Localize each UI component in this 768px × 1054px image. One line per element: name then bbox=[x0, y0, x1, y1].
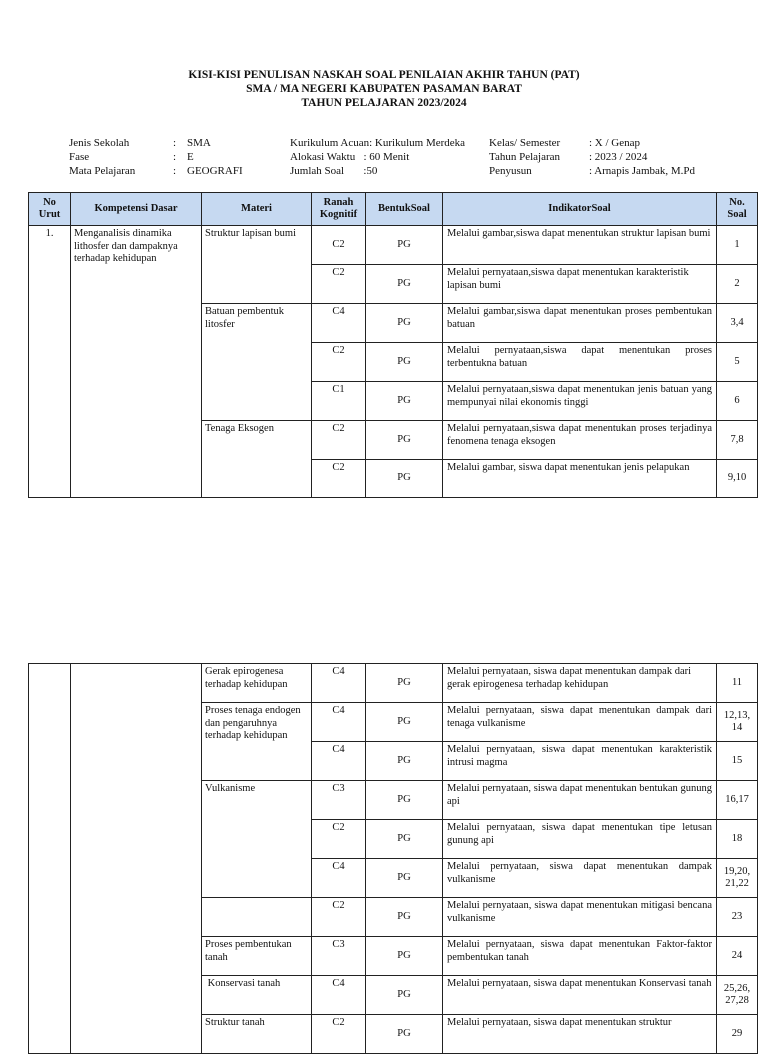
info-label-fase: Fase bbox=[69, 151, 90, 163]
no-soal-cell: 9,10 bbox=[717, 460, 758, 498]
ranah-cell: C2 bbox=[312, 820, 366, 859]
bentuk-cell: PG bbox=[366, 937, 443, 976]
bentuk-cell: PG bbox=[366, 703, 443, 742]
indikator-cell: Melalui pernyataan,siswa dapat menentukan jenis batuan yang mempunyai nilai ekonomis tinggi bbox=[443, 382, 717, 421]
bentuk-cell: PG bbox=[366, 976, 443, 1015]
title-line-3: TAHUN PELAJARAN 2023/2024 bbox=[301, 97, 467, 109]
no-soal-cell: 15 bbox=[717, 742, 758, 781]
col-header-bentuk: BentukSoal bbox=[366, 193, 443, 226]
materi-cell: Proses tenaga endogen dan pengaruhnya terhadap kehidupan bbox=[202, 703, 312, 781]
title-line-1: KISI-KISI PENULISAN NASKAH SOAL PENILAIAN AKHIR TAHUN (PAT) bbox=[188, 69, 580, 81]
info-label-penyusun: Penyusun bbox=[489, 165, 532, 177]
bentuk-cell: PG bbox=[366, 304, 443, 343]
no-soal-cell: 23 bbox=[717, 898, 758, 937]
ranah-cell: C4 bbox=[312, 664, 366, 703]
info-block-left: Jenis Sekolah : SMA Fase : E Mata Pelajaran : GEOGRAFI bbox=[69, 137, 243, 177]
indikator-cell: Melalui pernyataan, siswa dapat menentukan Konservasi tanah bbox=[443, 976, 717, 1015]
ranah-cell: C2 bbox=[312, 265, 366, 304]
info-label-jenis: Jenis Sekolah bbox=[69, 137, 130, 149]
ranah-cell: C4 bbox=[312, 304, 366, 343]
ranah-cell: C2 bbox=[312, 226, 366, 265]
bentuk-cell: PG bbox=[366, 382, 443, 421]
info-value-tahun: : 2023 / 2024 bbox=[589, 151, 648, 163]
ranah-cell: C4 bbox=[312, 742, 366, 781]
info-label-mapel: Mata Pelajaran bbox=[69, 165, 136, 177]
no-soal-cell: 1 bbox=[717, 226, 758, 265]
ranah-cell: C4 bbox=[312, 859, 366, 898]
no-soal-cell: 3,4 bbox=[717, 304, 758, 343]
materi-cell: Batuan pembentuk litosfer bbox=[202, 304, 312, 421]
no-soal-cell: 19,20, 21,22 bbox=[717, 859, 758, 898]
info-label-kelas: Kelas/ Semester bbox=[489, 137, 561, 149]
indikator-cell: Melalui gambar, siswa dapat menentukan jenis pelapukan bbox=[443, 460, 717, 498]
info-jumlah: Jumlah Soal :50 bbox=[290, 165, 378, 177]
col-header-ranah: Ranah Kognitif bbox=[312, 193, 366, 226]
ranah-cell: C2 bbox=[312, 460, 366, 498]
indikator-cell: Melalui pernyataan, siswa dapat menentukan tipe letusan gunung api bbox=[443, 820, 717, 859]
materi-cell: Gerak epirogenesa terhadap kehidupan bbox=[202, 664, 312, 703]
no-soal-cell: 7,8 bbox=[717, 421, 758, 460]
col-header-kompetensi: Kompetensi Dasar bbox=[71, 193, 202, 226]
info-block-right bbox=[489, 136, 695, 178]
bentuk-cell: PG bbox=[366, 820, 443, 859]
info-block-middle bbox=[290, 136, 465, 178]
bentuk-cell: PG bbox=[366, 421, 443, 460]
indikator-cell: Melalui gambar,siswa dapat menentukan proses pembentukan batuan bbox=[443, 304, 717, 343]
bentuk-cell: PG bbox=[366, 1015, 443, 1054]
materi-cell: Struktur lapisan bumi bbox=[202, 226, 312, 304]
ranah-cell: C4 bbox=[312, 703, 366, 742]
materi-cell bbox=[202, 898, 312, 937]
no-urut-cell: 1. bbox=[29, 226, 71, 498]
table-row bbox=[29, 226, 758, 265]
materi-cell: Tenaga Eksogen bbox=[202, 421, 312, 498]
bentuk-cell: PG bbox=[366, 859, 443, 898]
indikator-cell: Melalui pernyataan,siswa dapat menentukan karakteristik lapisan bumi bbox=[443, 265, 717, 304]
bentuk-cell: PG bbox=[366, 226, 443, 265]
materi-cell: Vulkanisme bbox=[202, 781, 312, 898]
no-soal-cell: 2 bbox=[717, 265, 758, 304]
ranah-cell: C2 bbox=[312, 343, 366, 382]
indikator-cell: Melalui pernyataan, siswa dapat menentukan struktur bbox=[443, 1015, 717, 1054]
materi-cell: Struktur tanah bbox=[202, 1015, 312, 1054]
info-value-fase: E bbox=[187, 151, 194, 163]
info-kurikulum: Kurikulum Acuan: Kurikulum Merdeka bbox=[290, 137, 466, 149]
indikator-cell: Melalui pernyataan, siswa dapat menentukan Faktor-faktor pembentukan tanah bbox=[443, 937, 717, 976]
ranah-cell: C3 bbox=[312, 781, 366, 820]
indikator-cell: Melalui pernyataan,siswa dapat menentukan proses terjadinya fenomena tenaga eksogen bbox=[443, 421, 717, 460]
no-urut-cell bbox=[29, 664, 71, 1054]
materi-cell: Konservasi tanah bbox=[202, 976, 312, 1015]
info-value-mapel: GEOGRAFI bbox=[187, 165, 243, 177]
table-header-row bbox=[29, 193, 758, 226]
materi-cell: Proses pembentukan tanah bbox=[202, 937, 312, 976]
title-line-2: SMA / MA NEGERI KABUPATEN PASAMAN BARAT bbox=[246, 83, 522, 95]
no-soal-cell: 6 bbox=[717, 382, 758, 421]
ranah-cell: C2 bbox=[312, 898, 366, 937]
indikator-cell: Melalui pernyataan, siswa dapat menentukan bentukan gunung api bbox=[443, 781, 717, 820]
indikator-cell: Melalui pernyataan,siswa dapat menentukan proses terbentukna batuan bbox=[443, 343, 717, 382]
info-alokasi: Alokasi Waktu : 60 Menit bbox=[290, 151, 410, 163]
indikator-cell: Melalui pernyataan, siswa dapat menentukan dampak dari tenaga vulkanisme bbox=[443, 703, 717, 742]
info-value-kelas: : X / Genap bbox=[589, 137, 641, 149]
document-title bbox=[0, 68, 768, 110]
bentuk-cell: PG bbox=[366, 664, 443, 703]
indikator-cell: Melalui pernyataan, siswa dapat menentukan karakteristik intrusi magma bbox=[443, 742, 717, 781]
no-soal-cell: 16,17 bbox=[717, 781, 758, 820]
bentuk-cell: PG bbox=[366, 343, 443, 382]
ranah-cell: C3 bbox=[312, 937, 366, 976]
bentuk-cell: PG bbox=[366, 265, 443, 304]
col-header-no-urut: No Urut bbox=[29, 193, 71, 226]
col-header-indikator: IndikatorSoal bbox=[443, 193, 717, 226]
bentuk-cell: PG bbox=[366, 742, 443, 781]
kisi-kisi-table-page-1 bbox=[28, 192, 758, 498]
col-header-no-soal: No. Soal bbox=[717, 193, 758, 226]
col-header-materi: Materi bbox=[202, 193, 312, 226]
no-soal-cell: 24 bbox=[717, 937, 758, 976]
kompetensi-cell bbox=[71, 664, 202, 1054]
indikator-cell: Melalui gambar,siswa dapat menentukan struktur lapisan bumi bbox=[443, 226, 717, 265]
no-soal-cell: 5 bbox=[717, 343, 758, 382]
no-soal-cell: 12,13, 14 bbox=[717, 703, 758, 742]
no-soal-cell: 25,26, 27,28 bbox=[717, 976, 758, 1015]
ranah-cell: C1 bbox=[312, 382, 366, 421]
bentuk-cell: PG bbox=[366, 781, 443, 820]
no-soal-cell: 11 bbox=[717, 664, 758, 703]
table-row bbox=[29, 664, 758, 703]
info-value-jenis: SMA bbox=[187, 137, 211, 149]
no-soal-cell: 29 bbox=[717, 1015, 758, 1054]
indikator-cell: Melalui pernyataan, siswa dapat menentukan dampak dari gerak epirogenesa terhadap kehidupan bbox=[443, 664, 717, 703]
indikator-cell: Melalui pernyataan, siswa dapat menentukan dampak vulkanisme bbox=[443, 859, 717, 898]
ranah-cell: C2 bbox=[312, 421, 366, 460]
ranah-cell: C4 bbox=[312, 976, 366, 1015]
info-label-tahun: Tahun Pelajaran bbox=[489, 151, 561, 163]
bentuk-cell: PG bbox=[366, 898, 443, 937]
no-soal-cell: 18 bbox=[717, 820, 758, 859]
kisi-kisi-table-page-2 bbox=[28, 663, 758, 1054]
bentuk-cell: PG bbox=[366, 460, 443, 498]
indikator-cell: Melalui pernyataan, siswa dapat menentukan mitigasi bencana vulkanisme bbox=[443, 898, 717, 937]
info-value-penyusun: : Arnapis Jambak, M.Pd bbox=[589, 165, 696, 177]
kompetensi-cell: Menganalisis dinamika lithosfer dan dampaknya terhadap kehidupan bbox=[71, 226, 202, 498]
ranah-cell: C2 bbox=[312, 1015, 366, 1054]
